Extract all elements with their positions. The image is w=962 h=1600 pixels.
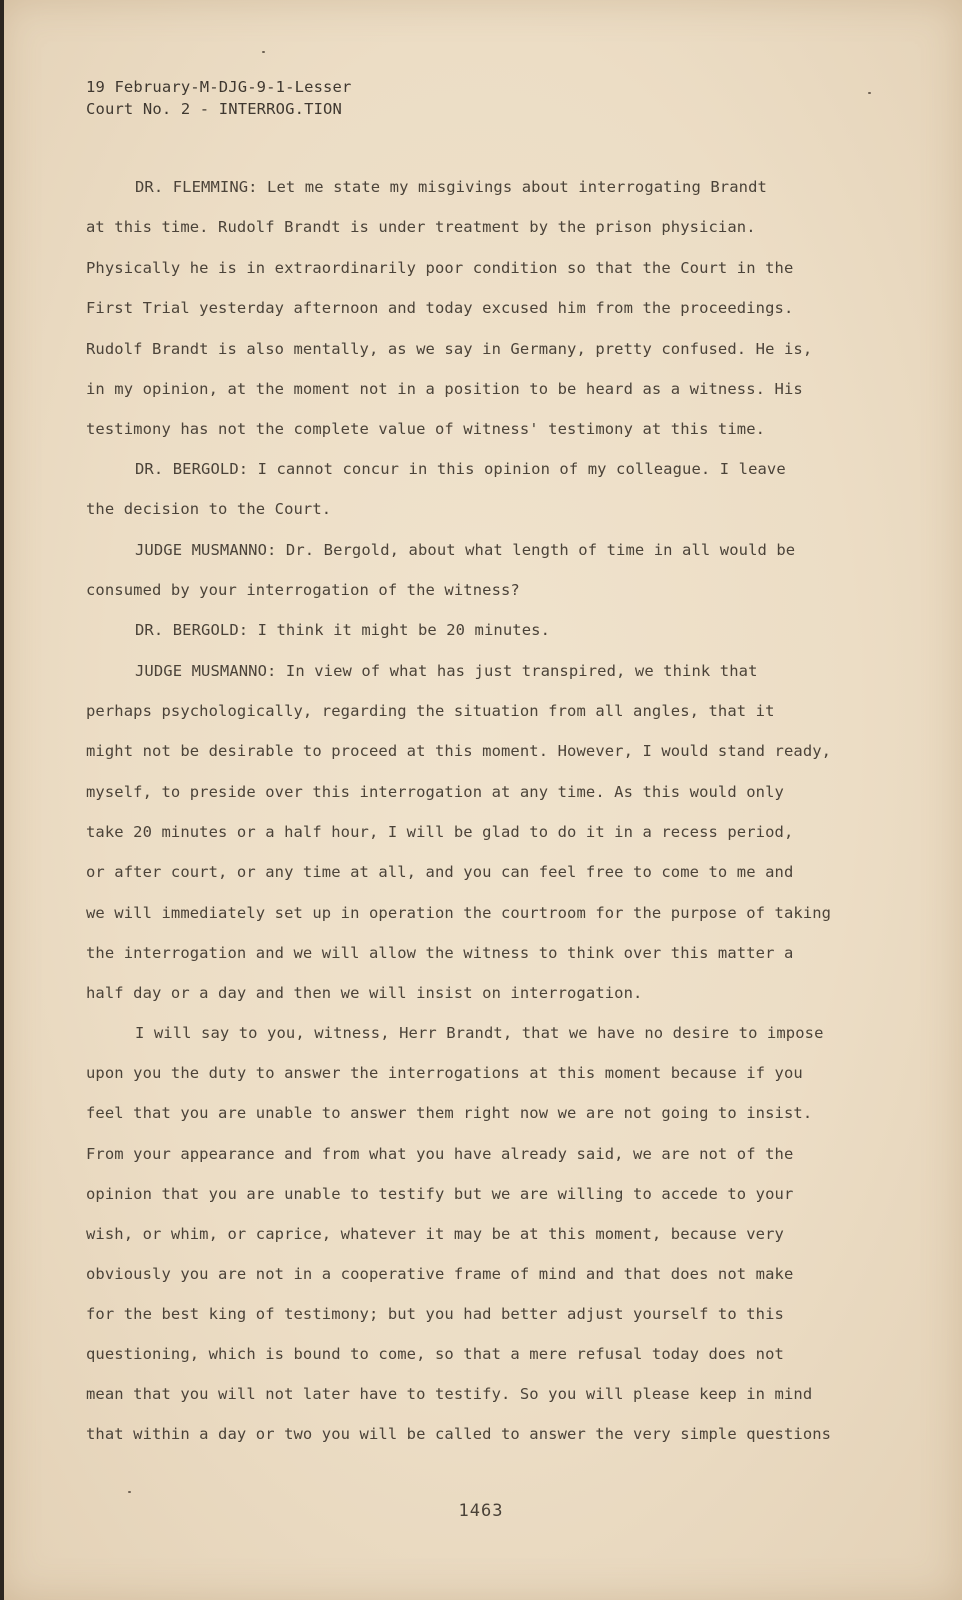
transcript-line: take 20 minutes or a half hour, I will be glad to do it in a recess period, <box>86 823 794 841</box>
transcript-line: testimony has not the complete value of witness' testimony at this time. <box>86 420 766 438</box>
paper-speck <box>868 92 871 94</box>
paper-speck <box>128 1491 131 1493</box>
transcript-line: might not be desirable to proceed at this moment. However, I would stand ready, <box>86 742 832 760</box>
transcript-line: DR. BERGOLD: I think it might be 20 minutes. <box>135 621 550 639</box>
transcript-line: upon you the duty to answer the interrogations at this moment because if you <box>86 1064 803 1082</box>
transcript-line: I will say to you, witness, Herr Brandt, that we have no desire to impose <box>135 1024 824 1042</box>
transcript-line: or after court, or any time at all, and you can feel free to come to me and <box>86 863 794 881</box>
transcript-line: Rudolf Brandt is also mentally, as we say in Germany, pretty confused. He is, <box>86 340 813 358</box>
transcript-line: we will immediately set up in operation the courtroom for the purpose of taking <box>86 904 832 922</box>
paper-speck <box>262 51 265 53</box>
header-reference: 19 February-M-DJG-9-1-Lesser <box>86 78 352 96</box>
transcript-line: myself, to preside over this interrogation at any time. As this would only <box>86 783 784 801</box>
transcript-line: perhaps psychologically, regarding the situation from all angles, that it <box>86 702 775 720</box>
transcript-line: half day or a day and then we will insist on interrogation. <box>86 984 643 1002</box>
transcript-line: mean that you will not later have to testify. So you will please keep in mind <box>86 1385 813 1403</box>
transcript-line: the decision to the Court. <box>86 500 332 518</box>
transcript-line: in my opinion, at the moment not in a position to be heard as a witness. His <box>86 380 803 398</box>
transcript-line: opinion that you are unable to testify but we are willing to accede to your <box>86 1185 794 1203</box>
transcript-line: feel that you are unable to answer them right now we are not going to insist. <box>86 1104 813 1122</box>
transcript-line: First Trial yesterday afternoon and today excused him from the proceedings. <box>86 299 794 317</box>
transcript-line: DR. FLEMMING: Let me state my misgivings about interrogating Brandt <box>135 178 767 196</box>
header-court-session: Court No. 2 - INTERROG.TION <box>86 100 343 118</box>
transcript-line: the interrogation and we will allow the witness to think over this matter a <box>86 944 794 962</box>
transcript-line: JUDGE MUSMANNO: In view of what has just transpired, we think that <box>135 662 758 680</box>
transcript-line: From your appearance and from what you have already said, we are not of the <box>86 1145 794 1163</box>
transcript-line: JUDGE MUSMANNO: Dr. Bergold, about what length of time in all would be <box>135 541 796 559</box>
transcript-line: consumed by your interrogation of the witness? <box>86 581 520 599</box>
transcript-line: obviously you are not in a cooperative frame of mind and that does not make <box>86 1265 794 1283</box>
transcript-line: Physically he is in extraordinarily poor condition so that the Court in the <box>86 259 794 277</box>
transcript-line: DR. BERGOLD: I cannot concur in this opinion of my colleague. I leave <box>135 460 786 478</box>
page-number: 1463 <box>458 1501 504 1521</box>
transcript-line: questioning, which is bound to come, so that a mere refusal today does not <box>86 1345 784 1363</box>
transcript-line: for the best king of testimony; but you had better adjust yourself to this <box>86 1305 784 1323</box>
transcript-line: wish, or whim, or caprice, whatever it may be at this moment, because very <box>86 1225 784 1243</box>
transcript-line: at this time. Rudolf Brandt is under treatment by the prison physician. <box>86 218 756 236</box>
transcript-line: that within a day or two you will be called to answer the very simple questions <box>86 1425 832 1443</box>
